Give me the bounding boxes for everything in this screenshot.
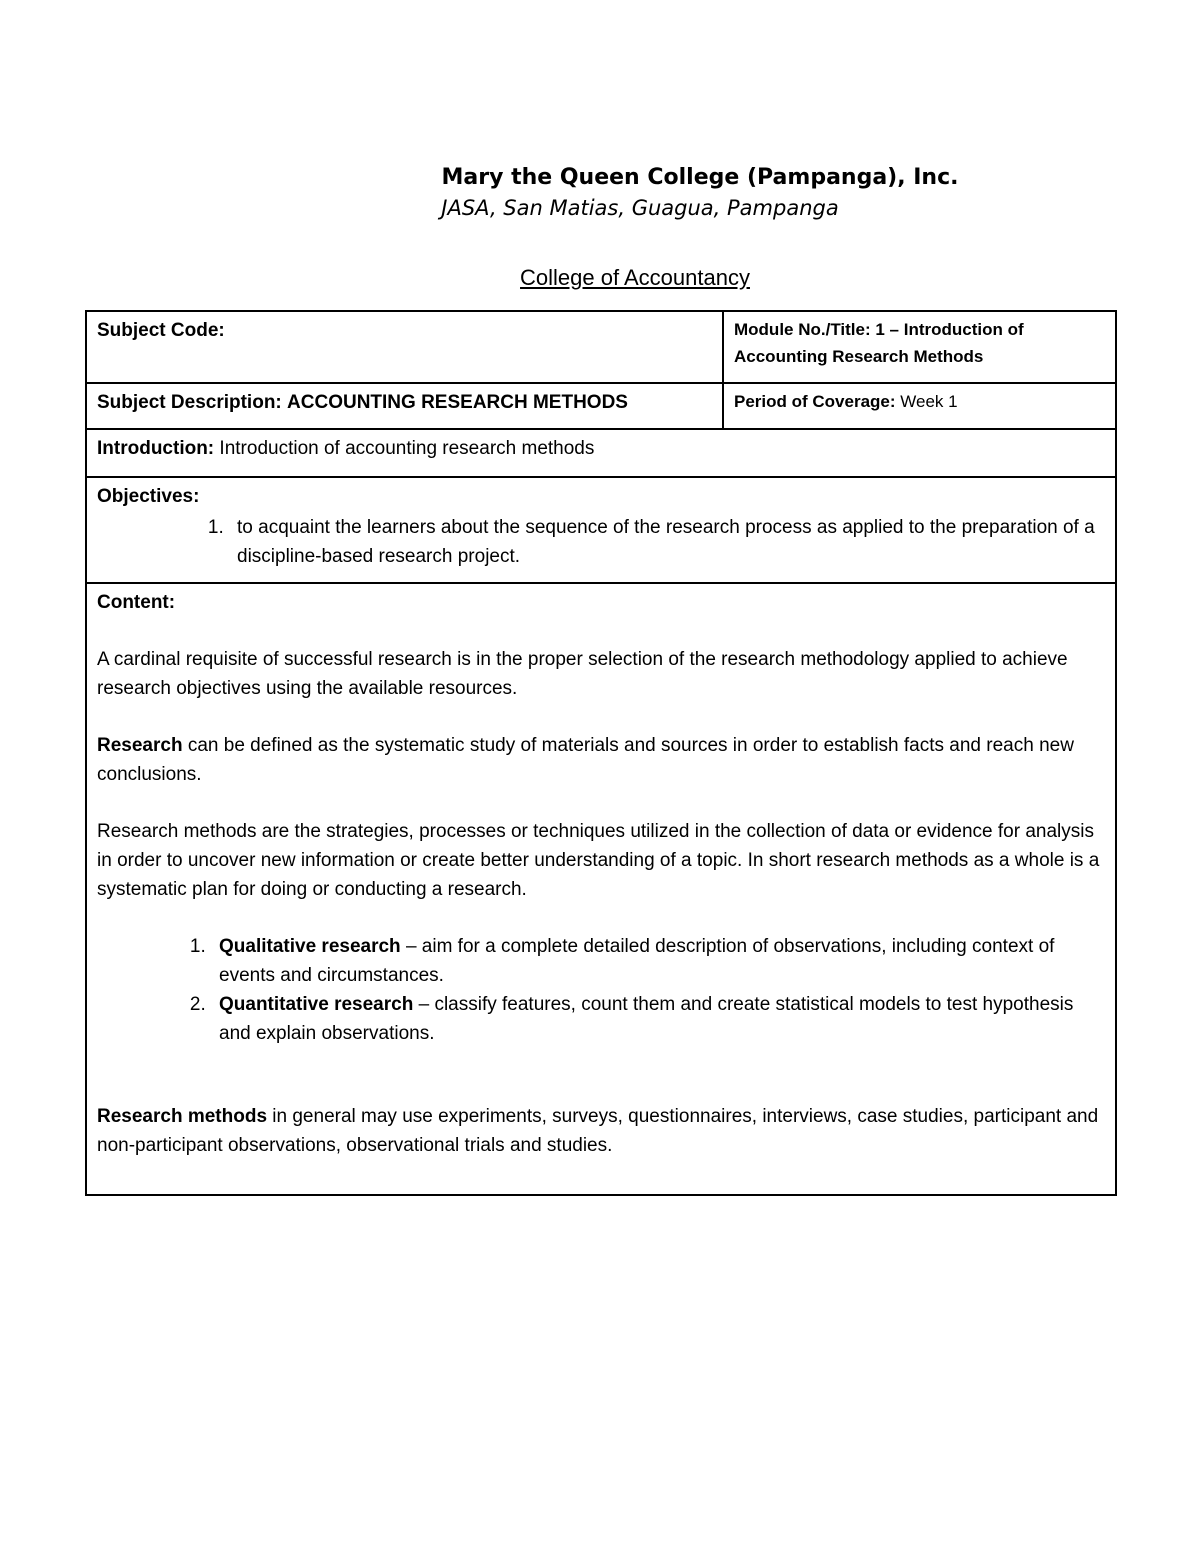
subject-code-cell [86, 311, 723, 383]
subject-description-cell [86, 383, 723, 429]
content-cell [86, 583, 1116, 1195]
subject-description-label: Subject Description: [97, 392, 282, 413]
school-address: JASA, San Matias, Guagua, Pampanga [441, 196, 839, 220]
college-name: College of Accountancy [520, 265, 750, 290]
module-cell [723, 311, 1116, 383]
module-label: Module No./Title: [734, 320, 871, 339]
period-value: Week 1 [900, 392, 958, 411]
introduction-value: Introduction of accounting research methods [219, 438, 595, 459]
school-name: Mary the Queen College (Pampanga), Inc. [441, 165, 959, 190]
period-cell [723, 383, 1116, 429]
subject-description-value: ACCOUNTING RESEARCH METHODS [287, 392, 628, 413]
research-types-list [97, 932, 1105, 1048]
content-paragraph: Research methods are the strategies, processes or techniques utilized in the collection of data or evidence for analysis in order to uncover new information or create better understanding of a topic. In short research methods as a whole is a systematic plan for doing or conducting a research. [97, 821, 1100, 900]
research-type-item [211, 990, 1105, 1048]
research-definition-text: can be defined as the systematic study of materials and sources in order to establish facts and reach new conclusions. [97, 735, 1074, 785]
introduction-label: Introduction: [97, 438, 215, 459]
research-type-item [211, 932, 1105, 990]
research-methods-text: in general may use experiments, surveys, questionnaires, interviews, case studies, participant and non-participant observations, observational trials and studies. [97, 1106, 1099, 1156]
objectives-cell [86, 477, 1116, 583]
research-term: Research [97, 735, 183, 756]
module-value: 1 – Introduction of Accounting Research Methods [734, 320, 1024, 366]
research-type-description: – classify features, count them and create statistical models to test hypothesis and explain observations. [219, 994, 1074, 1044]
objectives-list [97, 513, 1105, 571]
research-type-term: Qualitative research [219, 936, 401, 957]
research-type-term: Quantitative research [219, 994, 414, 1015]
research-methods-term: Research methods [97, 1106, 268, 1127]
research-definition [97, 731, 1105, 789]
period-label: Period of Coverage: [734, 392, 896, 411]
research-methods-paragraph [97, 1102, 1105, 1160]
subject-code-label: Subject Code: [97, 320, 225, 341]
research-type-description: – aim for a complete detailed description of observations, including context of events and circumstances. [219, 936, 1055, 986]
introduction-cell [86, 429, 1116, 477]
content-paragraph: A cardinal requisite of successful research is in the proper selection of the research methodology applied to achieve research objectives using the available resources. [97, 649, 1068, 699]
objective-item: 1. to acquaint the learners about the sequence of the research process as applied to the preparation of a discipline-based research project. [229, 513, 1105, 571]
content-label: Content: [97, 592, 176, 613]
module-info-table [85, 310, 1117, 1196]
objectives-label: Objectives: [97, 486, 200, 507]
